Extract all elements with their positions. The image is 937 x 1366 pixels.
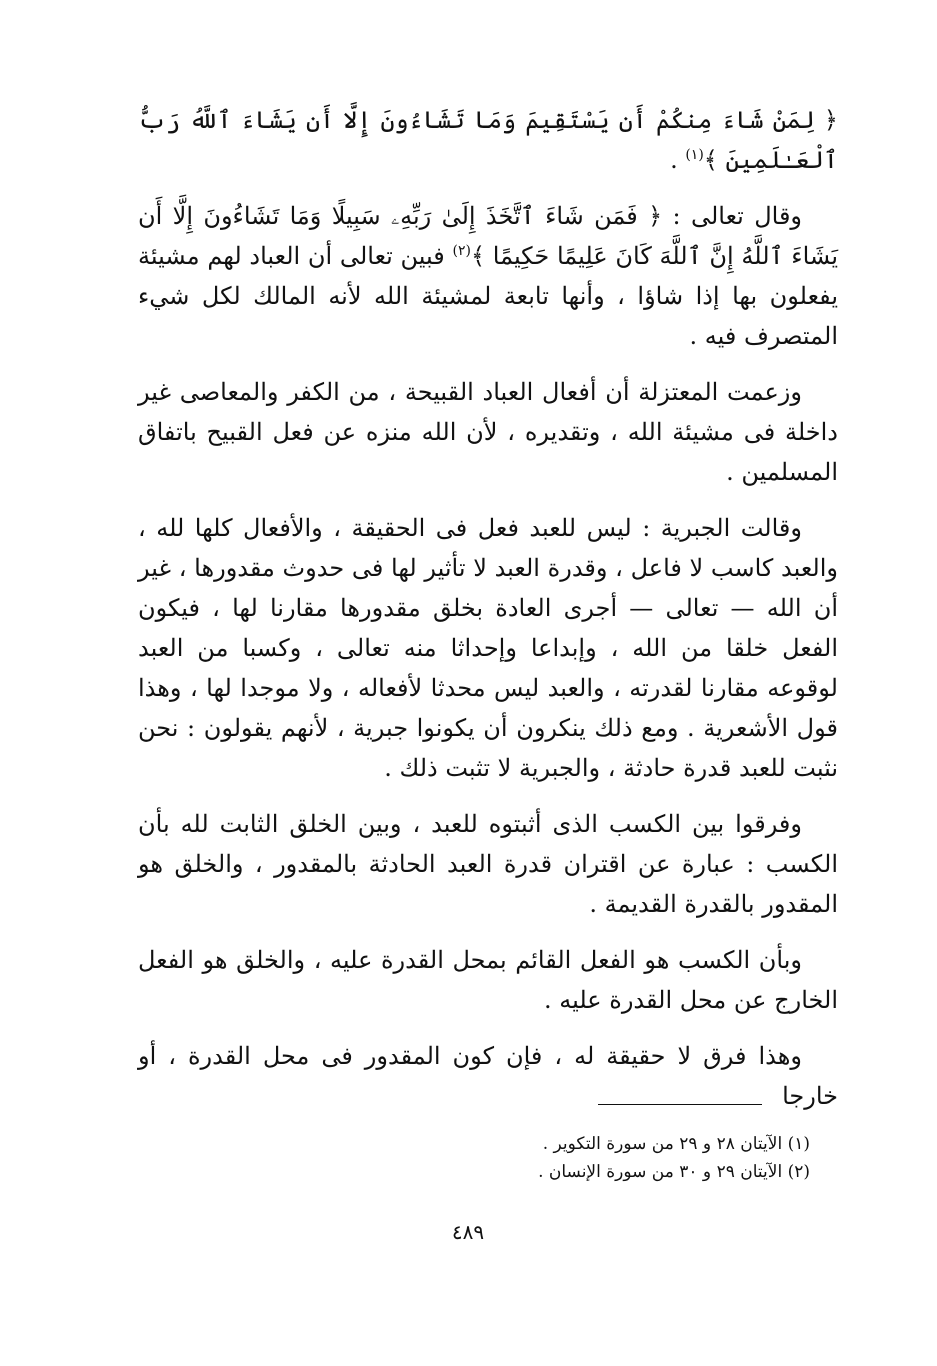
paragraph-text: وهذا فرق لا حقيقة له ، فإن كون المقدور فى محل القدرة ، أو خارجا xyxy=(138,1042,838,1110)
quran-verse: ﴿ لِمَنْ شَاءَ مِنكُمْ أَن يَسْتَقِيمَ وَمَا تَشَاءُونَ إِلَّا أَن يَشَاءَ ٱللَّهُ رَبُّ ٱلْعَـٰلَمِينَ ﴾ xyxy=(138,106,838,174)
page-number: ٤٨٩ xyxy=(451,1220,485,1244)
paragraph-text: وفرقوا بين الكسب الذى أثبتوه للعبد ، وبين الخلق الثابت لله بأن الكسب : عبارة عن اقتران قدرة العبد الحادثة بالمقدور ، والخلق هو المقدور بالقدرة القديمة . xyxy=(138,810,838,918)
footnotes-section xyxy=(360,1130,810,1186)
paragraph-text: وقالت الجبرية : ليس للعبد فعل فى الحقيقة ، والأفعال كلها لله ، والعبد كاسب لا فاعل ، وقدرة العبد لا تأثير لها فى حدوث مقدورها ، غير أن الله — تعالى — أجرى العادة بخلق مقدورها مقارنا لها ، فيكون الفعل خلقا من الله ، وإبداعا وإحداثا منه تعالى ، وكسبا من العبد لوقوعه مقارنا لقدرته ، والعبد ليس محدثا لأفعاله ، ولا موجدا لها ، وهذا قول الأشعرية . ومع ذلك ينكرون أن يكونوا جبرية ، لأنهم يقولون : نحن نثبت للعبد قدرة حادثة ، والجبرية لا تثبت ذلك . xyxy=(138,514,838,782)
footnote-divider xyxy=(598,1104,762,1105)
paragraph-3 xyxy=(138,372,838,492)
paragraph-text: وبأن الكسب هو الفعل القائم بمحل القدرة عليه ، والخلق هو الفعل الخارج عن محل القدرة عليه . xyxy=(138,946,838,1014)
paragraph-4 xyxy=(138,508,838,788)
footnote-2: (٢) الآيتان ٢٩ و ٣٠ من سورة الإنسان . xyxy=(538,1162,810,1182)
paragraph-5 xyxy=(138,804,838,924)
paragraph-text: . xyxy=(670,146,686,174)
paragraph-1 xyxy=(138,100,838,180)
paragraph-text: وقال تعالى : xyxy=(662,202,802,230)
paragraph-text: فبين تعالى أن العباد لهم مشيئة يفعلون بها إذا شاؤا ، وأنها تابعة لمشيئة الله لأنه المالك لكل شيء المتصرف فيه . xyxy=(138,242,838,350)
quran-verse: ﴿ فَمَن شَاءَ ٱتَّخَذَ إِلَىٰ رَبِّهِۦ سَبِيلًا وَمَا تَشَاءُونَ إِلَّا أَن يَشَاءَ ٱللَّهُ إِنَّ ٱللَّهَ كَانَ عَلِيمًا حَكِيمًا ﴾ xyxy=(138,202,838,270)
footnote-ref-2[interactable]: (٢) xyxy=(452,243,471,259)
paragraph-text: وزعمت المعتزلة أن أفعال العباد القبيحة ، من الكفر والمعاصى غير داخلة فى مشيئة الله ، وتقديره ، لأن الله منزه عن فعل القبيح باتفاق المسلمين . xyxy=(138,378,838,486)
paragraph-6 xyxy=(138,940,838,1020)
footnote-1: (١) الآيتان ٢٨ و ٢٩ من سورة التكوير . xyxy=(542,1134,810,1154)
footnote-ref-1[interactable]: (١) xyxy=(685,147,704,163)
main-body-text xyxy=(138,100,838,1132)
paragraph-2 xyxy=(138,196,838,356)
